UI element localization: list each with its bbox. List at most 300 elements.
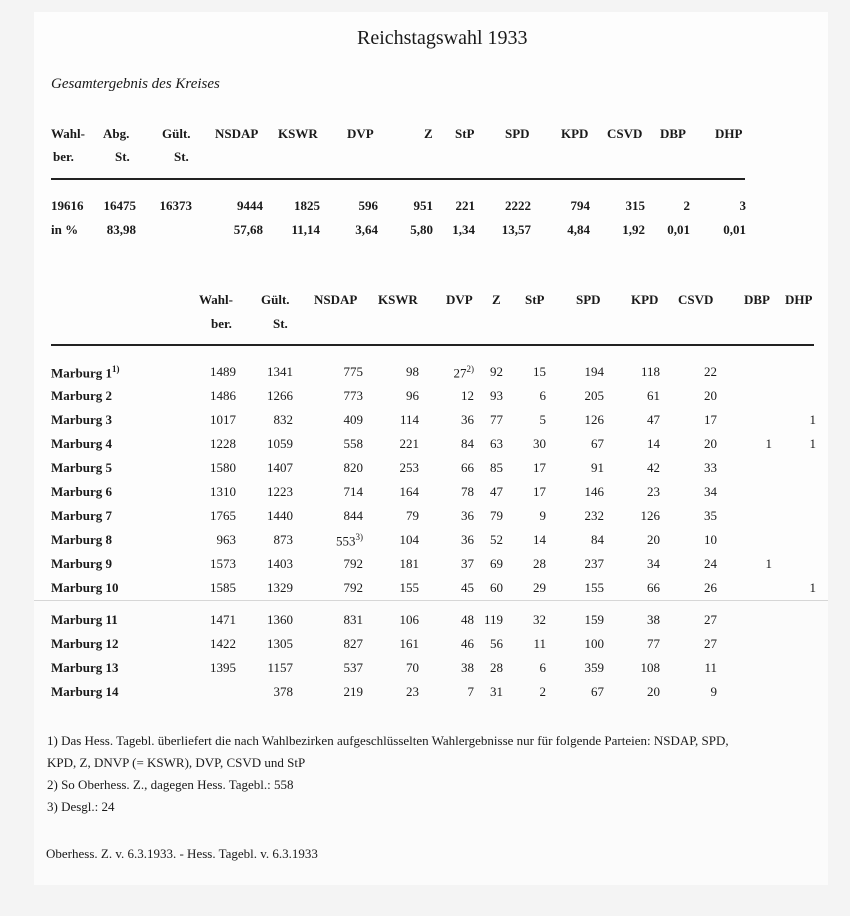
district-cell-value: 27 xyxy=(453,365,467,381)
district-cell-value: 237 xyxy=(584,556,604,571)
summary-header: Abg. xyxy=(103,126,130,141)
footnote-marker: 2) xyxy=(466,364,474,374)
district-cell-value: 98 xyxy=(406,364,419,379)
district-name xyxy=(51,532,112,548)
district-name xyxy=(51,636,119,652)
summary-header: NSDAP xyxy=(215,126,259,141)
district-cell xyxy=(344,412,364,428)
district-cell xyxy=(647,612,660,628)
district-cell-value: 118 xyxy=(640,364,660,379)
district-cell-value: 558 xyxy=(343,436,363,451)
district-cell xyxy=(704,460,717,476)
district-cell xyxy=(461,388,474,404)
district-cell xyxy=(267,364,293,380)
district-cell xyxy=(406,364,419,380)
district-cell-value: 1440 xyxy=(267,508,293,523)
district-cell-value: 1486 xyxy=(210,388,236,403)
summary-header: CSVD xyxy=(607,126,643,141)
district-header: DBP xyxy=(744,292,770,307)
district-cell-value: 775 xyxy=(343,364,363,379)
summary-header-sub: St. xyxy=(115,149,130,164)
district-cell-value: 63 xyxy=(490,436,503,451)
district-cell xyxy=(274,684,294,700)
district-cell xyxy=(461,508,474,524)
district-cell xyxy=(344,388,364,404)
district-cell-value: 93 xyxy=(490,388,503,403)
district-cell-value: 119 xyxy=(483,612,503,627)
district-cell-value: 100 xyxy=(584,636,604,651)
district-cell xyxy=(490,460,503,476)
district-cell-value: 194 xyxy=(584,364,604,379)
district-cell xyxy=(400,636,420,652)
district-cell-value: 792 xyxy=(343,556,363,571)
district-cell xyxy=(766,556,773,572)
district-cell xyxy=(461,660,474,676)
district-header-sub: St. xyxy=(273,316,288,331)
district-header: DHP xyxy=(785,292,813,307)
district-cell-value: 553 xyxy=(336,533,356,549)
district-cell-value: 11 xyxy=(704,660,717,675)
district-cell xyxy=(210,460,236,476)
district-cell xyxy=(647,580,660,596)
district-header: NSDAP xyxy=(314,292,358,307)
district-cell-value: 20 xyxy=(704,436,717,451)
district-cell-value: 7 xyxy=(467,684,474,699)
summary-cell: 315 xyxy=(625,198,645,213)
page-title: Reichstagswahl 1933 xyxy=(357,27,528,49)
district-cell-value: 1360 xyxy=(267,612,293,627)
district-cell-value: 14 xyxy=(647,436,660,451)
district-cell xyxy=(490,484,503,500)
district-cell xyxy=(810,436,817,452)
district-cell-value: 28 xyxy=(490,660,503,675)
district-cell-value: 24 xyxy=(704,556,717,571)
district-cell-value: 159 xyxy=(584,612,604,627)
district-cell xyxy=(647,556,660,572)
district-cell-value: 11 xyxy=(533,636,546,651)
district-cell xyxy=(210,508,236,524)
district-cell xyxy=(704,508,717,524)
district-cell-value: 378 xyxy=(273,684,293,699)
district-cell xyxy=(533,364,546,380)
district-cell-value: 1407 xyxy=(267,460,293,475)
district-cell xyxy=(585,556,605,572)
district-cell-value: 1266 xyxy=(267,388,293,403)
district-cell-value: 219 xyxy=(343,684,363,699)
district-cell-value: 161 xyxy=(399,636,419,651)
district-cell-value: 1 xyxy=(765,556,772,571)
district-cell-value: 714 xyxy=(343,484,363,499)
district-cell xyxy=(274,412,294,428)
district-cell-value: 67 xyxy=(591,684,604,699)
district-cell xyxy=(461,556,474,572)
district-name-text: Marburg 8 xyxy=(51,532,113,547)
district-cell-value: 30 xyxy=(533,436,546,451)
district-cell xyxy=(267,636,293,652)
summary-header-rule xyxy=(51,178,745,180)
district-cell-value: 37 xyxy=(461,556,474,571)
district-cell-value: 67 xyxy=(591,436,604,451)
source-line: Oberhess. Z. v. 6.3.1933. - Hess. Tagebl. v. 6.3.1933 xyxy=(46,846,318,861)
district-cell xyxy=(490,556,503,572)
district-cell xyxy=(468,684,475,700)
district-cell-value: 1489 xyxy=(210,364,236,379)
district-cell-value: 9 xyxy=(539,508,546,523)
district-cell xyxy=(533,612,546,628)
district-cell-value: 38 xyxy=(461,660,474,675)
district-cell xyxy=(591,460,604,476)
district-cell xyxy=(540,508,547,524)
district-header: DVP xyxy=(446,292,473,307)
district-cell-value: 23 xyxy=(647,484,660,499)
district-cell-value: 61 xyxy=(647,388,660,403)
summary-cell: 1825 xyxy=(294,198,320,213)
district-cell-value: 84 xyxy=(461,436,474,451)
district-cell-value: 10 xyxy=(704,532,717,547)
district-cell xyxy=(585,412,605,428)
district-cell xyxy=(704,388,717,404)
district-cell xyxy=(490,412,503,428)
district-cell-value: 14 xyxy=(533,532,546,547)
district-cell-value: 963 xyxy=(216,532,236,547)
district-name xyxy=(51,436,112,452)
footnote-line: KPD, Z, DNVP (= KSWR), DVP, CSVD und StP xyxy=(47,755,306,770)
district-cell xyxy=(344,436,364,452)
district-cell xyxy=(641,508,661,524)
district-header: Gült. xyxy=(261,292,290,307)
district-cell-value: 1157 xyxy=(267,660,293,675)
summary-cell: 13,57 xyxy=(501,222,531,237)
district-cell xyxy=(585,636,605,652)
district-cell-value: 1329 xyxy=(267,580,293,595)
district-name xyxy=(51,412,112,428)
district-cell-value: 56 xyxy=(490,636,503,651)
summary-header: DHP xyxy=(715,126,743,141)
district-cell xyxy=(344,508,364,524)
district-cell-value: 820 xyxy=(343,460,363,475)
district-cell-value: 108 xyxy=(640,660,660,675)
district-cell xyxy=(533,556,546,572)
summary-header: KPD xyxy=(561,126,589,141)
summary-cell: 596 xyxy=(358,198,378,213)
district-cell xyxy=(400,612,420,628)
district-cell xyxy=(400,436,420,452)
district-cell-value: 20 xyxy=(647,532,660,547)
district-cell-value: 34 xyxy=(647,556,660,571)
summary-header: StP xyxy=(455,126,475,141)
summary-header: DBP xyxy=(660,126,686,141)
district-cell xyxy=(585,580,605,596)
district-name xyxy=(51,612,118,628)
district-cell-value: 15 xyxy=(533,364,546,379)
summary-cell: 0,01 xyxy=(667,222,690,237)
district-cell-value: 126 xyxy=(584,412,604,427)
district-cell xyxy=(591,436,604,452)
summary-header: Gült. xyxy=(162,126,191,141)
district-cell-value: 34 xyxy=(704,484,717,499)
district-cell-value: 45 xyxy=(461,580,474,595)
district-cell-value: 46 xyxy=(461,636,474,651)
district-cell xyxy=(461,412,474,428)
district-cell xyxy=(344,556,364,572)
district-cell-value: 36 xyxy=(461,412,474,427)
district-cell xyxy=(647,636,660,652)
district-cell xyxy=(711,684,718,700)
district-cell xyxy=(704,436,717,452)
district-cell-value: 96 xyxy=(406,388,419,403)
district-cell-value: 221 xyxy=(399,436,419,451)
district-cell-value: 1341 xyxy=(267,364,293,379)
district-name xyxy=(51,684,119,700)
district-cell xyxy=(344,684,364,700)
district-cell xyxy=(400,580,420,596)
district-cell xyxy=(344,660,364,676)
district-cell-value: 33 xyxy=(704,460,717,475)
district-cell xyxy=(704,364,717,380)
district-cell xyxy=(267,436,293,452)
district-cell xyxy=(766,436,773,452)
district-cell xyxy=(406,508,419,524)
district-cell xyxy=(533,436,546,452)
summary-cell: 11,14 xyxy=(291,222,320,237)
district-cell-value: 20 xyxy=(704,388,717,403)
summary-cell: 16475 xyxy=(103,198,136,213)
district-name xyxy=(51,556,112,572)
district-cell-value: 29 xyxy=(533,580,546,595)
district-cell xyxy=(533,532,546,548)
district-cell xyxy=(533,580,546,596)
district-cell xyxy=(400,412,419,428)
district-cell-value: 20 xyxy=(647,684,660,699)
district-cell xyxy=(400,484,420,500)
district-cell xyxy=(210,388,236,404)
district-name-text: Marburg 11 xyxy=(51,612,118,627)
district-cell-value: 537 xyxy=(343,660,363,675)
district-cell-value: 1585 xyxy=(210,580,236,595)
district-cell xyxy=(704,612,717,628)
summary-cell: 221 xyxy=(455,198,475,213)
district-cell xyxy=(704,660,717,676)
district-cell xyxy=(274,532,294,548)
district-cell-value: 22 xyxy=(704,364,717,379)
district-cell-value: 85 xyxy=(490,460,503,475)
district-cell-value: 17 xyxy=(533,460,546,475)
district-cell xyxy=(704,412,717,428)
district-cell xyxy=(344,580,364,596)
district-cell xyxy=(217,532,237,548)
district-name-text: Marburg 1 xyxy=(51,365,113,381)
district-cell xyxy=(344,636,364,652)
district-cell xyxy=(533,484,546,500)
district-cell-value: 79 xyxy=(490,508,503,523)
district-cell xyxy=(704,636,717,652)
district-cell-value: 78 xyxy=(461,484,474,499)
district-cell xyxy=(533,636,546,652)
district-cell-value: 232 xyxy=(584,508,604,523)
footnote-line: 2) So Oberhess. Z., dagegen Hess. Tagebl.: 558 xyxy=(47,777,294,792)
footnote-marker: 1) xyxy=(112,364,120,374)
district-cell xyxy=(585,508,605,524)
district-cell xyxy=(210,636,236,652)
district-cell xyxy=(490,636,503,652)
district-cell xyxy=(704,532,717,548)
district-cell-value: 38 xyxy=(647,612,660,627)
district-cell-value: 92 xyxy=(490,364,503,379)
district-cell-value: 155 xyxy=(584,580,604,595)
district-cell-value: 84 xyxy=(591,532,604,547)
district-cell xyxy=(647,388,660,404)
district-cell xyxy=(484,612,503,628)
district-cell xyxy=(267,388,293,404)
summary-cell: 16373 xyxy=(159,198,192,213)
district-cell-value: 1059 xyxy=(267,436,293,451)
district-cell xyxy=(406,684,419,700)
district-cell xyxy=(490,388,503,404)
district-name-text: Marburg 9 xyxy=(51,556,113,571)
district-cell xyxy=(461,460,474,476)
district-name-text: Marburg 10 xyxy=(51,580,119,595)
summary-cell: 5,80 xyxy=(410,222,433,237)
summary-header-sub: St. xyxy=(174,149,189,164)
summary-header: DVP xyxy=(347,126,374,141)
district-name xyxy=(51,364,120,381)
district-cell-value: 48 xyxy=(461,612,474,627)
district-cell xyxy=(210,612,236,628)
district-cell-value: 27 xyxy=(704,636,717,651)
district-name-text: Marburg 2 xyxy=(51,388,113,403)
district-cell xyxy=(490,684,503,700)
district-cell-value: 17 xyxy=(533,484,546,499)
district-header: StP xyxy=(525,292,545,307)
district-cell-value: 181 xyxy=(399,556,419,571)
district-cell-value: 12 xyxy=(461,388,474,403)
district-header: CSVD xyxy=(678,292,714,307)
district-cell-value: 79 xyxy=(406,508,419,523)
district-cell-value: 66 xyxy=(647,580,660,595)
summary-header: Z xyxy=(424,126,433,141)
subtitle: Gesamtergebnis des Kreises xyxy=(51,76,220,92)
district-cell xyxy=(490,436,503,452)
district-cell xyxy=(540,684,547,700)
district-cell-value: 32 xyxy=(533,612,546,627)
district-cell xyxy=(591,684,604,700)
district-cell xyxy=(647,484,660,500)
district-cell-value: 409 xyxy=(343,412,363,427)
district-cell xyxy=(704,556,717,572)
district-cell-value: 146 xyxy=(584,484,604,499)
footnote-line: 1) Das Hess. Tagebl. überliefert die nach Wahlbezirken aufgeschlüsselten Wahlergebnisse nur für folgende Parteien: NSDAP, SPD, xyxy=(47,733,729,748)
district-cell-value: 1765 xyxy=(210,508,236,523)
district-name-text: Marburg 5 xyxy=(51,460,113,475)
district-cell xyxy=(454,364,475,381)
district-cell xyxy=(461,580,474,596)
district-cell-value: 832 xyxy=(273,412,293,427)
district-name-text: Marburg 3 xyxy=(51,412,113,427)
district-cell xyxy=(406,660,419,676)
summary-cell: 0,01 xyxy=(723,222,746,237)
district-cell xyxy=(810,580,817,596)
summary-cell: 3,64 xyxy=(355,222,378,237)
district-cell-value: 1 xyxy=(809,436,816,451)
district-name-text: Marburg 6 xyxy=(51,484,113,499)
summary-cell: 3 xyxy=(739,198,746,213)
district-cell-value: 70 xyxy=(406,660,419,675)
district-cell-value: 831 xyxy=(343,612,363,627)
district-cell xyxy=(336,532,363,549)
district-cell-value: 28 xyxy=(533,556,546,571)
district-cell xyxy=(585,388,605,404)
district-cell-value: 1580 xyxy=(210,460,236,475)
district-cell xyxy=(400,532,420,548)
district-cell-value: 1395 xyxy=(210,660,236,675)
district-name xyxy=(51,660,119,676)
district-header: Z xyxy=(492,292,501,307)
district-cell-value: 844 xyxy=(343,508,363,523)
summary-cell: 19616 xyxy=(51,198,84,213)
district-name xyxy=(51,388,112,404)
summary-cell: 9444 xyxy=(237,198,263,213)
district-cell xyxy=(704,580,717,596)
district-cell xyxy=(704,484,717,500)
district-cell-value: 1017 xyxy=(210,412,236,427)
district-name-text: Marburg 7 xyxy=(51,508,113,523)
district-cell-value: 27 xyxy=(704,612,717,627)
district-cell xyxy=(406,388,419,404)
district-cell-value: 1305 xyxy=(267,636,293,651)
district-cell-value: 6 xyxy=(539,388,546,403)
summary-cell: 2222 xyxy=(505,198,531,213)
district-cell xyxy=(490,580,503,596)
district-cell-value: 23 xyxy=(406,684,419,699)
district-name xyxy=(51,580,119,596)
district-cell-value: 77 xyxy=(490,412,503,427)
district-cell-value: 359 xyxy=(584,660,604,675)
summary-cell: 4,84 xyxy=(567,222,590,237)
district-cell-value: 31 xyxy=(490,684,503,699)
district-cell xyxy=(591,532,604,548)
district-cell xyxy=(461,636,474,652)
district-cell xyxy=(647,684,660,700)
district-cell xyxy=(461,532,474,548)
district-name xyxy=(51,508,112,524)
district-header: Wahl- xyxy=(199,292,233,307)
district-cell xyxy=(344,364,364,380)
district-cell-value: 126 xyxy=(640,508,660,523)
district-cell xyxy=(490,532,503,548)
district-cell-value: 164 xyxy=(399,484,419,499)
district-cell-value: 1422 xyxy=(210,636,236,651)
district-name-text: Marburg 13 xyxy=(51,660,119,675)
district-cell xyxy=(540,412,547,428)
district-cell xyxy=(400,460,420,476)
district-header: SPD xyxy=(576,292,601,307)
district-name-text: Marburg 12 xyxy=(51,636,119,651)
district-cell xyxy=(267,556,293,572)
district-cell-value: 792 xyxy=(343,580,363,595)
district-cell xyxy=(461,612,474,628)
district-cell xyxy=(533,460,546,476)
district-cell-value: 36 xyxy=(461,508,474,523)
district-header: KSWR xyxy=(378,292,418,307)
district-cell xyxy=(210,484,236,500)
district-cell xyxy=(585,364,605,380)
summary-cell: 1,34 xyxy=(452,222,475,237)
district-cell xyxy=(490,508,503,524)
footnote-line: 3) Desgl.: 24 xyxy=(47,799,115,814)
summary-header-sub: ber. xyxy=(53,149,74,164)
district-cell xyxy=(647,412,660,428)
district-cell-value: 5 xyxy=(539,412,546,427)
